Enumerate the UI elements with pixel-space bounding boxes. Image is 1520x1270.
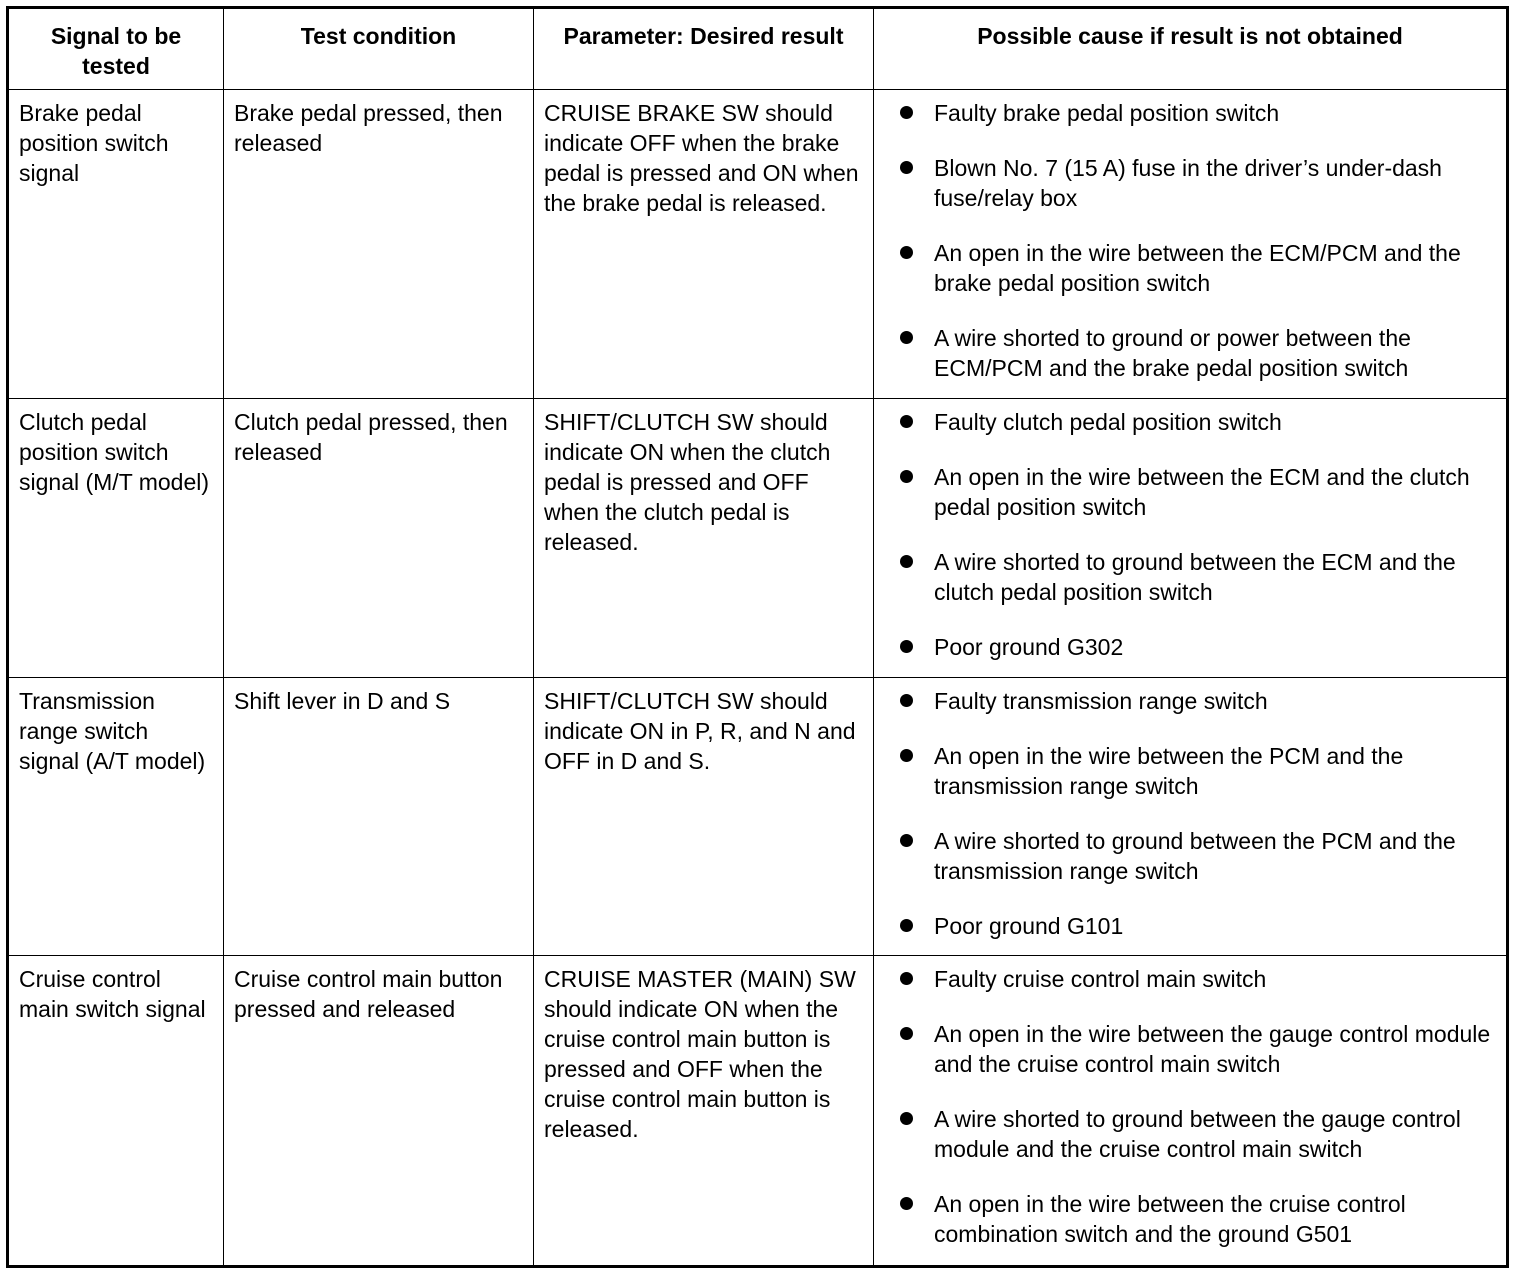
cause-text: A wire shorted to ground between the ECM and the clutch pedal position switch xyxy=(934,549,1456,605)
bullet-icon xyxy=(900,694,913,707)
header-parameter: Parameter: Desired result xyxy=(534,8,874,90)
bullet-icon xyxy=(900,246,913,259)
cause-item xyxy=(900,462,1494,522)
bullet-icon xyxy=(900,415,913,428)
cause-item xyxy=(900,1104,1494,1164)
bullet-icon xyxy=(900,919,913,932)
cause-text: Faulty transmission range switch xyxy=(934,688,1268,714)
cause-text: Faulty brake pedal position switch xyxy=(934,100,1280,126)
cause-item xyxy=(900,686,1494,716)
cause-item xyxy=(900,407,1494,437)
bullet-icon xyxy=(900,1027,913,1040)
cause-text: An open in the wire between the cruise control combination switch and the ground G501 xyxy=(934,1191,1406,1247)
cause-text: Blown No. 7 (15 A) fuse in the driver’s under-dash fuse/relay box xyxy=(934,155,1442,211)
cause-item xyxy=(900,741,1494,801)
causes-cell xyxy=(874,90,1508,399)
cause-text: Faulty clutch pedal position switch xyxy=(934,409,1282,435)
header-possible-cause: Possible cause if result is not obtained xyxy=(874,8,1508,90)
header-signal: Signal to be tested xyxy=(8,8,224,90)
table-row xyxy=(8,678,1508,956)
cause-text: A wire shorted to ground between the gauge control module and the cruise control main switch xyxy=(934,1106,1461,1162)
causes-cell xyxy=(874,678,1508,956)
cause-item xyxy=(900,632,1494,662)
cause-item xyxy=(900,911,1494,941)
cause-text: A wire shorted to ground between the PCM and the transmission range switch xyxy=(934,828,1456,884)
table-row xyxy=(8,90,1508,399)
cause-item xyxy=(900,153,1494,213)
cause-text: Faulty cruise control main switch xyxy=(934,966,1267,992)
cause-text: Poor ground G101 xyxy=(934,913,1124,939)
header-test-condition: Test condition xyxy=(224,8,534,90)
bullet-icon xyxy=(900,470,913,483)
cause-item xyxy=(900,1189,1494,1249)
signal-cell: Cruise control main switch signal xyxy=(8,956,224,1267)
condition-cell: Clutch pedal pressed, then released xyxy=(224,399,534,678)
parameter-cell: SHIFT/CLUTCH SW should indicate ON when the clutch pedal is pressed and OFF when the clutch pedal is released. xyxy=(534,399,874,678)
cause-item xyxy=(900,547,1494,607)
signal-cell: Brake pedal position switch signal xyxy=(8,90,224,399)
cause-item xyxy=(900,323,1494,383)
cause-item xyxy=(900,964,1494,994)
bullet-icon xyxy=(900,834,913,847)
cause-text: Poor ground G302 xyxy=(934,634,1124,660)
bullet-icon xyxy=(900,640,913,653)
cause-item xyxy=(900,98,1494,128)
causes-cell xyxy=(874,956,1508,1267)
table-row xyxy=(8,399,1508,678)
bullet-icon xyxy=(900,1197,913,1210)
bullet-icon xyxy=(900,331,913,344)
cause-item xyxy=(900,826,1494,886)
parameter-cell: SHIFT/CLUTCH SW should indicate ON in P, R, and N and OFF in D and S. xyxy=(534,678,874,956)
cause-text: An open in the wire between the PCM and the transmission range switch xyxy=(934,743,1404,799)
bullet-icon xyxy=(900,106,913,119)
condition-cell: Brake pedal pressed, then released xyxy=(224,90,534,399)
table-row xyxy=(8,956,1508,1267)
condition-cell: Cruise control main button pressed and released xyxy=(224,956,534,1267)
bullet-icon xyxy=(900,749,913,762)
bullet-icon xyxy=(900,972,913,985)
troubleshooting-table xyxy=(6,6,1509,1268)
cause-item xyxy=(900,238,1494,298)
cause-text: An open in the wire between the ECM/PCM and the brake pedal position switch xyxy=(934,240,1461,296)
parameter-cell: CRUISE BRAKE SW should indicate OFF when the brake pedal is pressed and ON when the brake pedal is released. xyxy=(534,90,874,399)
cause-text: An open in the wire between the gauge control module and the cruise control main switch xyxy=(934,1021,1491,1077)
bullet-icon xyxy=(900,555,913,568)
causes-cell xyxy=(874,399,1508,678)
signal-cell: Clutch pedal position switch signal (M/T model) xyxy=(8,399,224,678)
bullet-icon xyxy=(900,1112,913,1125)
cause-text: An open in the wire between the ECM and the clutch pedal position switch xyxy=(934,464,1470,520)
header-row xyxy=(8,8,1508,90)
signal-cell: Transmission range switch signal (A/T model) xyxy=(8,678,224,956)
cause-item xyxy=(900,1019,1494,1079)
condition-cell: Shift lever in D and S xyxy=(224,678,534,956)
cause-text: A wire shorted to ground or power between the ECM/PCM and the brake pedal position switch xyxy=(934,325,1411,381)
bullet-icon xyxy=(900,161,913,174)
parameter-cell: CRUISE MASTER (MAIN) SW should indicate ON when the cruise control main button is pressed and OFF when the cruise control main button is released. xyxy=(534,956,874,1267)
